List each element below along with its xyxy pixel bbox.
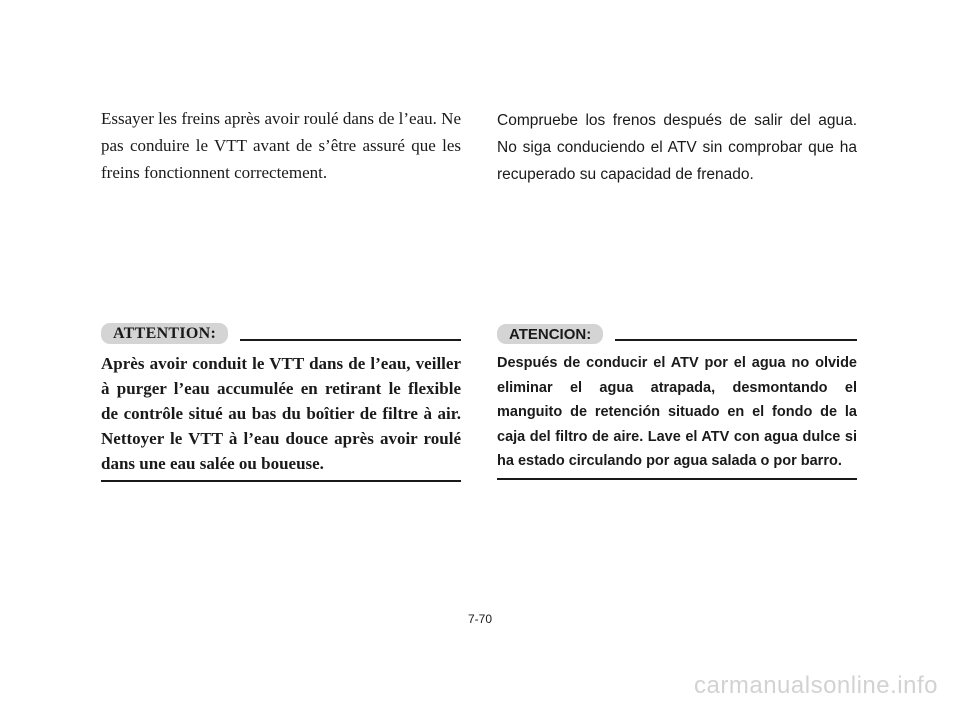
spanish-atencion-text: Después de conducir el ATV por el agua no olvide eliminar el agua atrapada, desmontando el manguito de retención situado en el fondo de la caja del filtro de aire. Lave el ATV con agua dulce si ha estado circulando por agua salada o por barro.	[497, 344, 857, 480]
spanish-atencion-box	[497, 318, 857, 480]
spanish-atencion-header	[497, 318, 857, 344]
french-attention-text: Après avoir conduit le VTT dans de l’eau, veiller à purger l’eau accumulée en retirant le flexible de contrôle situé au bas du boîtier de filtre à air. Nettoyer le VTT à l’eau douce après avoir roulé dans une eau salée ou boueuse.	[101, 344, 461, 482]
french-attention-box	[101, 318, 461, 482]
spanish-brake-paragraph: Compruebe los frenos después de salir del agua. No siga conduciendo el ATV sin comprobar que ha recuperado su capacidad de frenado.	[497, 112, 857, 183]
french-attention-header	[101, 318, 461, 344]
spanish-atencion-rule	[615, 339, 857, 341]
french-brake-paragraph: Essayer les freins après avoir roulé dans de l’eau. Ne pas conduire le VTT avant de s’être assuré que les freins fonctionnent correctement.	[101, 109, 461, 182]
spanish-atencion-label: ATENCION:	[497, 324, 603, 344]
site-watermark[interactable]: carmanualsonline.info	[694, 672, 938, 699]
french-attention-rule	[240, 339, 461, 341]
page-number: 7-70	[467, 612, 493, 626]
french-attention-label: ATTENTION:	[101, 323, 228, 344]
